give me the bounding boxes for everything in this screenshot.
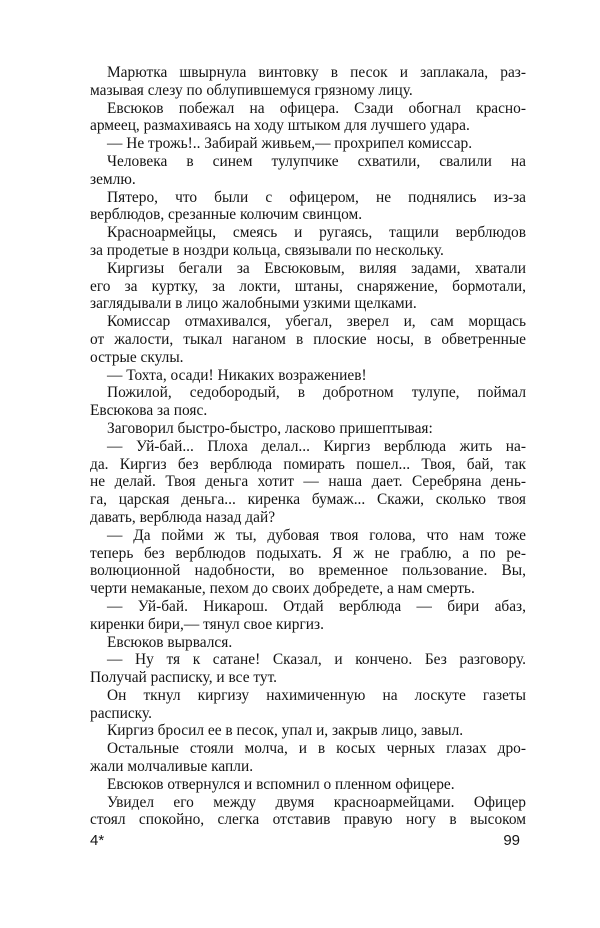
paragraph bbox=[90, 189, 526, 225]
text-line: не делай. Твоя деньга хотит — наша дает. Серебряна день- bbox=[90, 473, 526, 491]
paragraph bbox=[90, 313, 526, 366]
text-line: Пятеро, что были с офицером, не поднялись из-за bbox=[107, 188, 526, 206]
paragraph bbox=[90, 527, 526, 598]
text-line: да. Киргиз без верблюда помирать пошел... Твоя, бай, так bbox=[90, 455, 526, 473]
paragraph bbox=[90, 438, 526, 527]
text-line: за продетые в ноздри кольца, связывали по нескольку. bbox=[90, 241, 444, 259]
text-line: Марютка швырнула винтовку в песок и заплакала, раз- bbox=[107, 64, 526, 81]
text-line: — Ну тя к сатане! Сказал, и кончено. Без разговору. bbox=[107, 651, 526, 669]
text-line: га, царская деньга... киренка бумаж... Скажи, сколько твоя bbox=[90, 491, 526, 509]
text-line: мазывая слезу по облупившемуся грязному лицу. bbox=[90, 81, 413, 99]
paragraph bbox=[90, 224, 526, 260]
paragraph bbox=[90, 740, 526, 776]
text-line: заглядывали в лицо жалобными узкими щелками. bbox=[90, 295, 417, 313]
text-line: Получай расписку, и все тут. bbox=[90, 669, 278, 687]
text-line: армеец, размахиваясь на ходу штыком для лучшего удара. bbox=[90, 117, 470, 135]
text-line: Красноармейцы, смеясь и ругаясь, тащили верблюдов bbox=[107, 224, 526, 242]
paragraph bbox=[90, 598, 526, 634]
text-line: Киргизы бегали за Евсюковым, виляя задами, хватали bbox=[107, 259, 526, 277]
text-line: — Уй-бай. Никарош. Отдай верблюда — бири абаз, bbox=[107, 597, 526, 615]
text-line: жали молчаливые капли. bbox=[90, 758, 254, 776]
page-body-text bbox=[90, 64, 526, 829]
paragraph bbox=[90, 420, 526, 438]
text-line: от жалости, тыкал наганом в плоские носы, в обветренные bbox=[90, 330, 526, 348]
paragraph bbox=[90, 260, 526, 313]
paragraph bbox=[90, 634, 526, 652]
paragraph bbox=[90, 776, 526, 794]
paragraph bbox=[90, 794, 526, 830]
page-number: 99 bbox=[503, 832, 520, 849]
text-line: острые скулы. bbox=[90, 348, 184, 366]
text-line: — Да пойми ж ты, дубовая твоя голова, что нам тоже bbox=[107, 526, 526, 544]
text-line: Заговорил быстро-быстро, ласково пришептывая: bbox=[107, 419, 433, 437]
text-line: верблюдов, срезанные колючим свинцом. bbox=[90, 206, 363, 224]
paragraph bbox=[90, 153, 526, 189]
text-line: Киргиз бросил ее в песок, упал и, закрыв лицо, завыл. bbox=[107, 722, 464, 740]
text-line: Евсюкова за пояс. bbox=[90, 402, 208, 420]
text-line: Человека в синем тулупчике схватили, свалили на bbox=[107, 152, 526, 170]
text-line: — Не трожь!.. Забирай живьем,— прохрипел комиссар. bbox=[107, 135, 473, 153]
text-line: киренки бири,— тянул свое киргиз. bbox=[90, 615, 324, 633]
text-line: давать, верблюда назад дай? bbox=[90, 508, 276, 526]
text-line: — Тохта, осади! Никаких возражениев! bbox=[107, 366, 367, 384]
text-line: Пожилой, седобородый, в добротном тулупе, поймал bbox=[107, 384, 526, 402]
paragraph bbox=[90, 64, 526, 100]
text-line: расписку. bbox=[90, 704, 152, 722]
text-line: Евсюков побежал на офицера. Сзади обогнал красно- bbox=[107, 99, 526, 117]
signature-mark: 4* bbox=[90, 832, 105, 849]
text-line: — Уй-бай... Плоха делал... Киргиз верблюда жить на- bbox=[107, 437, 526, 455]
paragraph bbox=[90, 135, 526, 153]
text-line: Евсюков отвернулся и вспомнил о пленном офицере. bbox=[107, 775, 455, 793]
paragraph bbox=[90, 100, 526, 136]
text-line: стоял спокойно, слегка отставив правую ногу в высоком bbox=[90, 811, 526, 829]
text-line: его за куртку, за локти, штаны, снаряжение, бормотали, bbox=[90, 277, 526, 295]
paragraph bbox=[90, 722, 526, 740]
text-line: Комиссар отмахивался, убегал, зверел и, сам морщась bbox=[107, 313, 526, 331]
paragraph bbox=[90, 367, 526, 385]
paragraph bbox=[90, 651, 526, 687]
text-line: черти немаканые, пехом до своих добредете, а нам смерть. bbox=[90, 580, 475, 598]
paragraph bbox=[90, 384, 526, 420]
text-line: Увидел его между двумя красноармейцами. Офицер bbox=[107, 793, 526, 811]
text-line: волюционной надобности, во временное пользование. Вы, bbox=[90, 562, 526, 580]
text-line: Он ткнул киргизу нахимиченную на лоскуте газеты bbox=[107, 686, 526, 704]
text-line: землю. bbox=[90, 170, 136, 188]
text-line: теперь без верблюдов подыхать. Я ж не граблю, а по ре- bbox=[90, 544, 526, 562]
text-line: Евсюков вырвался. bbox=[107, 633, 233, 651]
text-line: Остальные стояли молча, и в косых черных глазах дро- bbox=[107, 740, 526, 758]
paragraph bbox=[90, 687, 526, 723]
